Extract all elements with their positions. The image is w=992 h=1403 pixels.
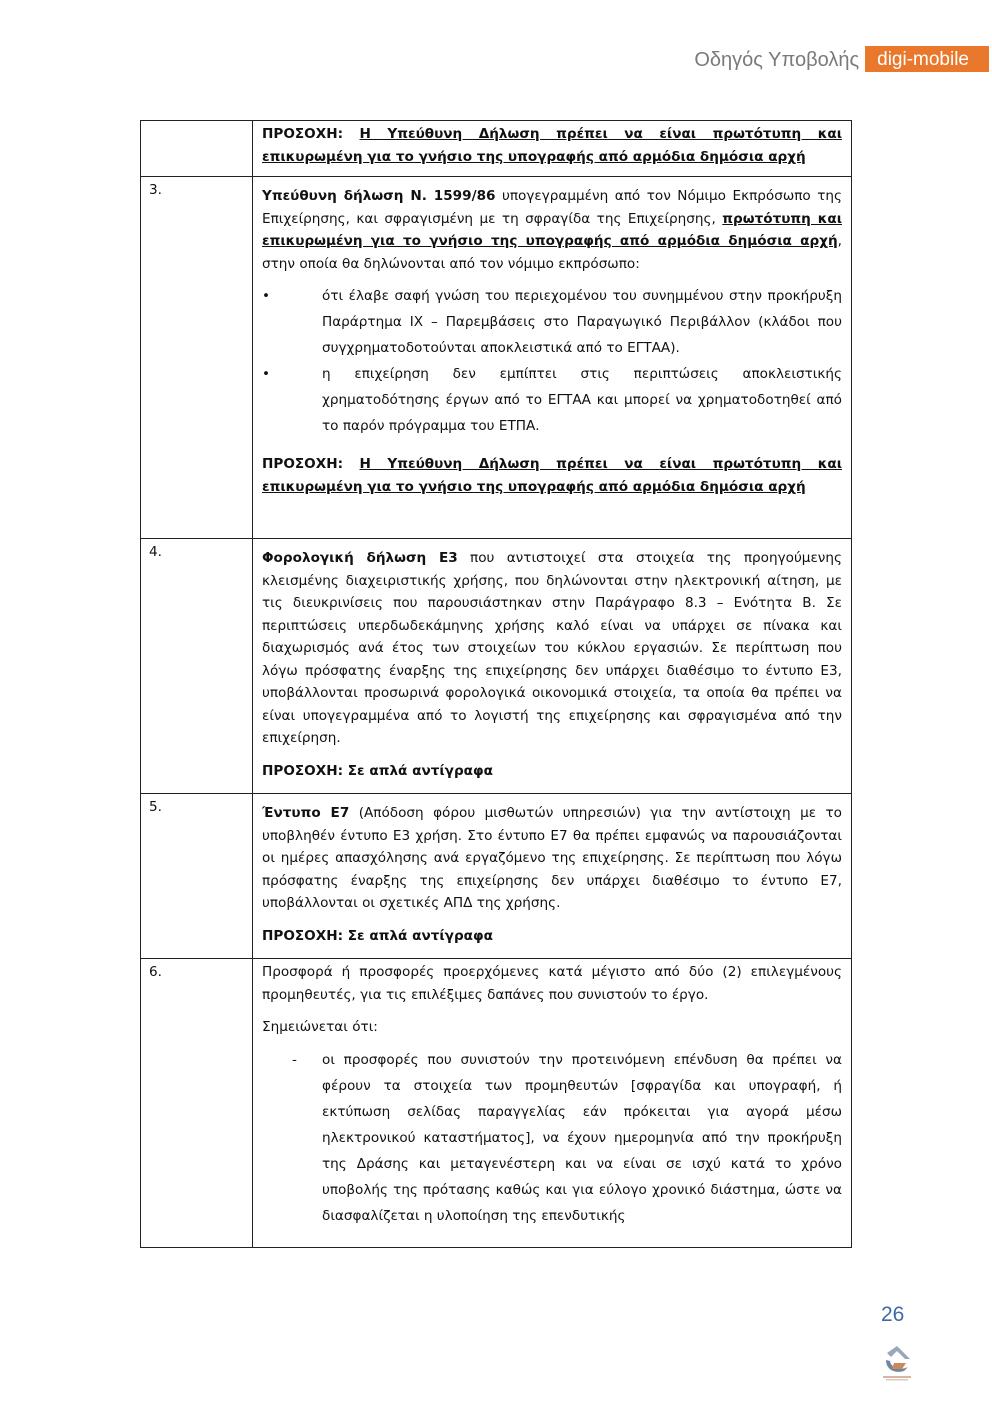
table-row — [141, 539, 852, 794]
row-paragraph — [262, 547, 842, 750]
row-number: 6. — [141, 959, 253, 1248]
list-item-text: ότι έλαβε σαφή γνώση του περιεχομένου του συνημμένου στην προκήρυξη Παράρτημα ΙΧ – Παρεμβάσεις στο Παραγωγικό Περιβάλλον (κλάδοι που συγχρηματοδοτούνται αποκλειστικά από το ΕΓΤΑΑ). — [322, 288, 842, 356]
row-content-cell — [253, 121, 852, 177]
row-paragraph: Προσφορά ή προσφορές προερχόμενες κατά μέγιστο από δύο (2) επιλεγμένους προμηθευτές, για τις επιλέξιμες δαπάνες που συνιστούν το έργο. — [262, 964, 842, 1003]
document-text-end: , στην οποία θα δηλώνονται από τον νόμιμο εκπρόσωπο: — [262, 233, 842, 272]
document-title: Φορολογική δήλωση Ε3 — [262, 550, 458, 566]
page-header — [694, 46, 989, 72]
warning-text: Η Υπεύθυνη Δήλωση πρέπει να είναι πρωτότυπη και επικυρωμένη για το γνήσιο της υπογραφής από αρμόδια δημόσια αρχή — [262, 126, 842, 165]
documents-table — [140, 120, 852, 1248]
dash-icon: - — [292, 1051, 297, 1068]
row-number: 5. — [141, 794, 253, 959]
publisher-logo-icon — [880, 1343, 914, 1383]
list-item — [262, 1047, 842, 1229]
document-underline: πρωτότυπη και επικυρωμένη για το γνήσιο της υπογραφής από αρμόδια δημόσια αρχή — [262, 210, 843, 249]
row-content-cell — [253, 177, 852, 539]
document-text: που αντιστοιχεί στα στοιχεία της προηγούμενης κλεισμένης διαχειριστικής χρήσης, που δηλώνονται στην ηλεκτρονική αίτηση, με τις διευκρινίσεις που παρουσιάστηκαν στην Παράγραφο 8.3 – Ενότητα Β. Σε περιπτώσεις υπερδωδεκάμηνης χρήσης καλό είναι να υπάρχει σε πίνακα και διαχωρισμός ανά έτος των στοιχείων του κύκλου εργασιών. Σε περίπτωση που λόγω πρόσφατης έναρξης της επιχείρησης δεν υπάρχει διαθέσιμο το έντυπο Ε3, υποβάλλονται προσωρινά φορολογικά οικονομικά στοιχεία, τα οποία θα πρέπει να είναι υπογεγραμμένα από το λογιστή της επιχείρησης και σφραγισμένα από την επιχείρηση. — [262, 550, 842, 746]
warning-label: ΠΡΟΣΟΧΗ: — [262, 126, 344, 142]
list-item — [262, 283, 842, 361]
dash-list — [262, 1047, 842, 1229]
warning-label: ΠΡΟΣΟΧΗ: — [262, 456, 344, 472]
header-brand: digi-mobile — [865, 46, 989, 72]
document-text: (Απόδοση φόρου μισθωτών υπηρεσιών) για την αντίστοιχη με το υποβληθέν έντυπο Ε3 χρήση. Στο έντυπο Ε7 θα πρέπει εμφανώς να παρουσιάζονται οι ημέρες απασχόλησης ανά εργαζόμενο της επιχείρησης. Σε περίπτωση που λόγω πρόσφατης έναρξης της επιχείρησης δεν υπάρχει διαθέσιμο το έντυπο Ε7, υποβάλλονται οι σχετικές ΑΠΔ της χρήσης. — [262, 805, 842, 911]
table-row — [141, 959, 852, 1248]
warning-note: ΠΡΟΣΟΧΗ: Σε απλά αντίγραφα — [262, 927, 493, 944]
row-number-cell — [141, 121, 253, 177]
list-item-text: οι προσφορές που συνιστούν την προτεινόμενη επένδυση θα πρέπει να φέρουν τα στοιχεία των προμηθευτών [σφραγίδα και υπογραφή, ή εκτύπωση σελίδας παραγγελίας εάν πρόκειται για αγορά μέσω ηλεκτρονικού καταστήματος], να έχουν ημερομηνία από την προκήρυξη της Δράσης και μεταγενέστερη και να είναι σε ισχύ κατά το χρόνο υποβολής της πρότασης καθώς και για εύλογο χρονικό διάστημα, ώστε να διασφαλίζεται η υλοποίηση της επενδυτικής — [322, 1051, 842, 1224]
list-item — [262, 361, 842, 439]
warning-text: Η Υπεύθυνη Δήλωση πρέπει να είναι πρωτότυπη και επικυρωμένη για το γνήσιο της υπογραφής από αρμόδια δημόσια αρχή — [262, 456, 842, 495]
list-item-text: η επιχείρηση δεν εμπίπτει στις περιπτώσεις αποκλειστικής χρηματοδότησης έργων από το ΕΓΤΑΑ και μπορεί να χρηματοδοτηθεί από το παρόν πρόγραμμα του ΕΤΠΑ. — [322, 366, 842, 434]
document-title: Υπεύθυνη δήλωση Ν. 1599/86 — [262, 188, 496, 204]
page-number: 26 — [881, 1303, 905, 1326]
table-row — [141, 177, 852, 539]
bullet-icon: • — [262, 288, 271, 304]
row-paragraph — [262, 802, 842, 915]
bullet-icon: • — [262, 366, 271, 382]
document-title: Έντυπο Ε7 — [262, 805, 350, 821]
row-content-cell — [253, 539, 852, 794]
row-note: Σημειώνεται ότι: — [262, 1019, 378, 1035]
row-content-cell — [253, 794, 852, 959]
warning-note: ΠΡΟΣΟΧΗ: Σε απλά αντίγραφα — [262, 762, 493, 779]
row-number: 3. — [141, 177, 253, 539]
warning-paragraph — [262, 453, 842, 498]
table-row — [141, 121, 852, 177]
bullet-list — [262, 283, 842, 439]
row-paragraph — [262, 185, 842, 275]
row-content-cell — [253, 959, 852, 1248]
header-title: Οδηγός Υποβολής — [694, 49, 860, 71]
table-row — [141, 794, 852, 959]
warning-paragraph — [262, 123, 842, 168]
document-text: υπογεγραμμένη από τον Νόμιμο Εκπρόσωπο της Επιχείρησης, και σφραγισμένη με τη σφραγίδα της Επιχείρησης, — [262, 188, 842, 227]
row-number: 4. — [141, 539, 253, 794]
